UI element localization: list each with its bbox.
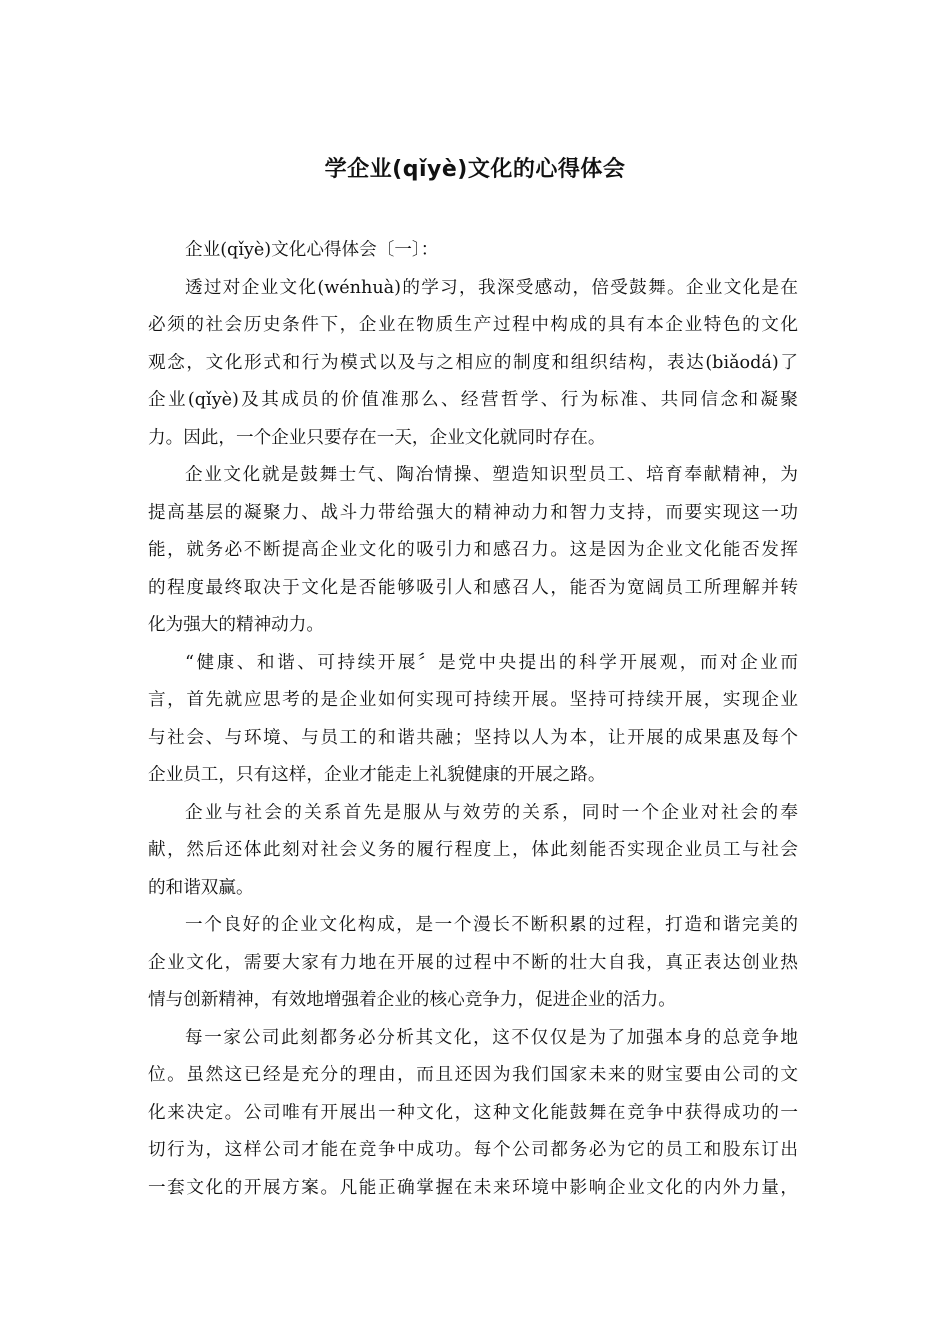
body-line: 企业员工，只有这样，企业才能走上礼貌健康的开展之路。	[148, 765, 606, 785]
body-line: 企业(qǐyè)文化心得体会〔一〕：	[185, 240, 439, 260]
body-line: 提高基层的凝聚力、战斗力带给强大的精神动力和智力支持，而要实现这一功	[148, 502, 798, 523]
body-line: 的和谐双赢。	[148, 877, 254, 898]
body-line: 的程度最终取决于文化是否能够吸引人和感召人，能否为宽阔员工所理解并转	[148, 577, 798, 598]
body-line: 每一家公司此刻都务必分析其文化，这不仅仅是为了加强本身的总竞争地	[185, 1027, 798, 1048]
body-line: 与社会、与环境、与员工的和谐共融；坚持以人为本，让开展的成果惠及每个	[148, 727, 798, 748]
body-line: 企业与社会的关系首先是服从与效劳的关系，同时一个企业对社会的奉	[185, 802, 798, 823]
body-line: 企业文化就是鼓舞士气、陶冶情操、塑造知识型员工、培育奉献精神，为	[185, 465, 798, 485]
body-line: 必须的社会历史条件下，企业在物质生产过程中构成的具有本企业特色的文化	[148, 315, 798, 335]
body-line: 透过对企业文化(wénhuà)的学习，我深受感动，倍受鼓舞。企业文化是在	[185, 277, 798, 298]
body-line: 一个良好的企业文化构成，是一个漫长不断积累的过程，打造和谐完美的	[185, 915, 798, 935]
body-line: “健康、和谐、可持续开展〞是党中央提出的科学开展观，而对企业而	[185, 652, 798, 673]
body-line: 企业文化，需要大家有力地在开展的过程中不断的壮大自我，真正表达创业热	[148, 952, 798, 973]
document-body	[148, 232, 798, 1207]
body-line: 献，然后还体此刻对社会义务的履行程度上，体此刻能否实现企业员工与社会	[148, 840, 798, 860]
body-line: 一套文化的开展方案。凡能正确掌握在未来环境中影响企业文化的内外力量，	[148, 1177, 798, 1198]
body-line: 化为强大的精神动力。	[148, 615, 324, 635]
body-line: 切行为，这样公司才能在竞争中成功。每个公司都务必为它的员工和股东订出	[148, 1140, 798, 1160]
body-line: 企业(qǐyè)及其成员的价值准那么、经营哲学、行为标准、共同信念和凝聚	[148, 390, 798, 410]
body-line: 化来决定。公司唯有开展出一种文化，这种文化能鼓舞在竞争中获得成功的一	[148, 1102, 798, 1123]
body-line: 能，就务必不断提高企业文化的吸引力和感召力。这是因为企业文化能否发挥	[148, 540, 798, 560]
document-title: 学企业(qǐyè)文化的心得体会	[324, 157, 626, 182]
body-line: 力。因此，一个企业只要存在一天，企业文化就同时存在。	[148, 427, 606, 448]
body-line: 观念，文化形式和行为模式以及与之相应的制度和组织结构，表达(biǎodá)了	[148, 352, 798, 373]
body-line: 位。虽然这已经是充分的理由，而且还因为我们国家未来的财宝要由公司的文	[148, 1065, 798, 1085]
body-line: 情与创新精神，有效地增强着企业的核心竞争力，促进企业的活力。	[148, 990, 676, 1010]
body-line: 言，首先就应思考的是企业如何实现可持续开展。坚持可持续开展，实现企业	[148, 690, 798, 710]
